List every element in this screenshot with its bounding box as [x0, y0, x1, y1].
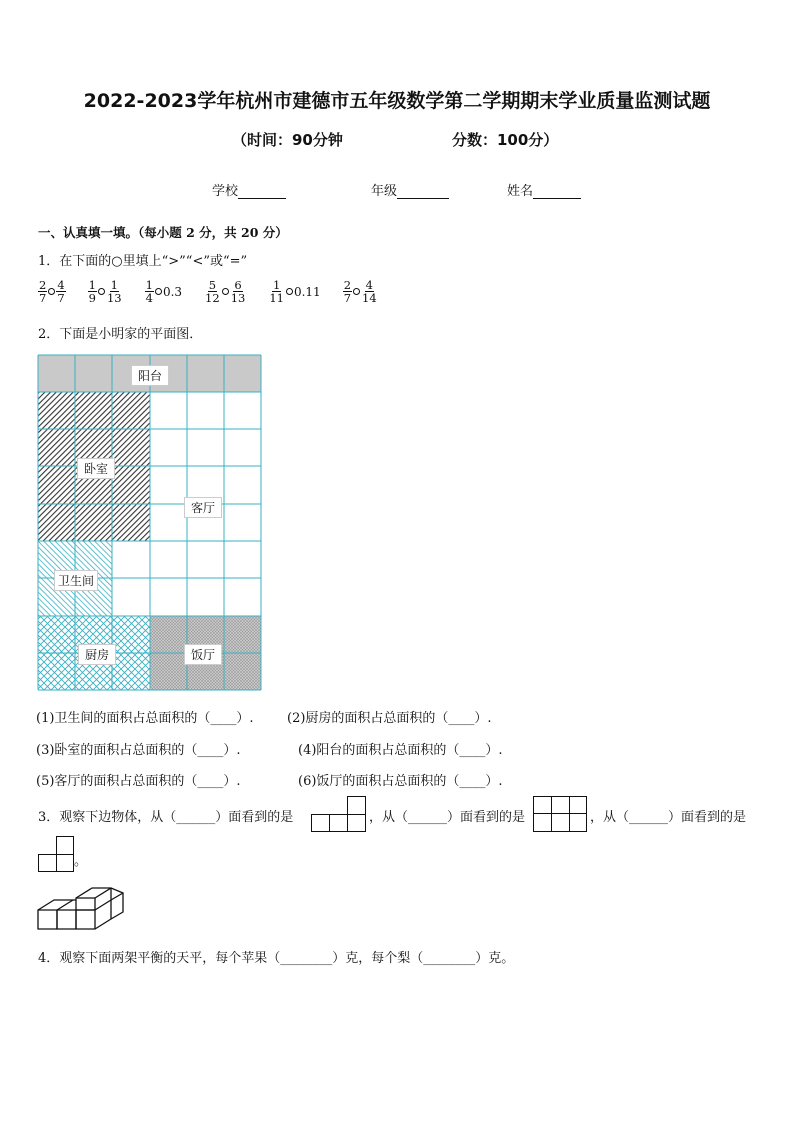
question-2-part-4: (4)阳台的面积占总面积的（____）.	[298, 743, 503, 758]
question-1: 1．在下面的○里填上“>”“<”或“=”	[38, 254, 248, 269]
fraction	[268, 279, 285, 304]
denominator: 14	[362, 291, 377, 305]
exam-score: 分数：100分）	[452, 131, 559, 149]
denominator: 11	[269, 291, 284, 305]
page-title: 2022-2023学年杭州市建德市五年级数学第二学期期末学业质量监测试题	[83, 90, 711, 112]
decimal-value: 0.11	[293, 284, 321, 299]
living-room-label: 客厅	[184, 497, 222, 518]
answer-circle[interactable]	[353, 288, 360, 295]
name-label: 姓名	[507, 184, 534, 199]
question-2-part-1: (1)卫生间的面积占总面积的（____）.	[36, 711, 254, 726]
question-3-part-2: ，从（______）面看到的是	[369, 810, 526, 825]
comparison-item	[204, 279, 246, 304]
grade-label: 年级	[371, 184, 398, 199]
question-4: 4．观察下面两架平衡的天平，每个苹果（________）克，每个梨（________）克。	[38, 951, 515, 966]
view-shape-1	[311, 796, 367, 832]
fraction	[204, 279, 221, 304]
bathroom-label: 卫生间	[54, 570, 98, 591]
comparison-item	[343, 279, 378, 304]
numerator: 2	[39, 278, 47, 292]
denominator: 7	[39, 291, 47, 305]
fraction	[145, 279, 154, 304]
numerator: 4	[365, 278, 373, 292]
comparison-item	[38, 279, 66, 304]
denominator: 9	[88, 291, 96, 305]
denominator: 13	[106, 291, 122, 305]
question-2-part-3: (3)卧室的面积占总面积的（____）.	[36, 743, 241, 758]
fraction	[106, 279, 123, 304]
question-2: 2．下面是小明家的平面图．	[38, 327, 203, 342]
numerator: 1	[110, 278, 118, 292]
denominator: 7	[57, 291, 65, 305]
numerator: 1	[145, 278, 153, 292]
comparison-item	[145, 279, 182, 304]
fraction	[230, 279, 247, 304]
answer-circle[interactable]	[222, 288, 229, 295]
comparison-item	[88, 279, 123, 304]
question-2-part-5: (5)客厅的面积占总面积的（____）.	[36, 774, 241, 789]
view-shape-2	[533, 796, 587, 832]
dining-room-label: 饭厅	[184, 644, 222, 665]
school-field[interactable]	[212, 180, 286, 199]
kitchen-label: 厨房	[78, 644, 116, 665]
question-3-end: 。	[74, 854, 88, 869]
school-label: 学校	[212, 184, 239, 199]
fraction	[361, 279, 378, 304]
numerator: 6	[234, 278, 242, 292]
question-2-part-2: (2)厨房的面积占总面积的（____）.	[287, 711, 492, 726]
cube-stack-figure	[37, 882, 125, 930]
grade-field[interactable]	[371, 180, 449, 199]
answer-circle[interactable]	[155, 288, 162, 295]
view-shape-3	[38, 836, 74, 872]
denominator: 13	[230, 291, 246, 305]
fraction	[56, 279, 65, 304]
denominator: 4	[145, 291, 153, 305]
balcony-label: 阳台	[131, 365, 169, 386]
numerator: 1	[88, 278, 96, 292]
floor-plan	[37, 354, 262, 691]
decimal-value: 0.3	[162, 284, 183, 299]
numerator: 1	[272, 278, 281, 292]
numerator: 4	[57, 278, 65, 292]
denominator: 12	[205, 291, 220, 305]
fraction-comparisons	[38, 279, 400, 304]
numerator: 2	[343, 278, 352, 292]
question-3-part-3: ，从（______）面看到的是	[590, 810, 747, 825]
question-2-part-6: (6)饭厅的面积占总面积的（____）.	[298, 774, 503, 789]
bedroom-label: 卧室	[77, 458, 115, 479]
answer-circle[interactable]	[286, 288, 293, 295]
denominator: 7	[343, 291, 352, 305]
comparison-item	[268, 279, 320, 304]
fraction	[38, 279, 47, 304]
exam-time: （时间：90分钟	[232, 131, 343, 149]
numerator: 5	[208, 278, 217, 292]
section-heading: 一、认真填一填。（每小题 2 分，共 20 分）	[38, 225, 288, 240]
answer-circle[interactable]	[98, 288, 105, 295]
answer-circle[interactable]	[48, 288, 55, 295]
fraction	[343, 279, 352, 304]
fraction	[88, 279, 97, 304]
name-field[interactable]	[507, 180, 581, 199]
question-3-part-1: 3．观察下边物体，从（______）面看到的是	[38, 810, 294, 825]
